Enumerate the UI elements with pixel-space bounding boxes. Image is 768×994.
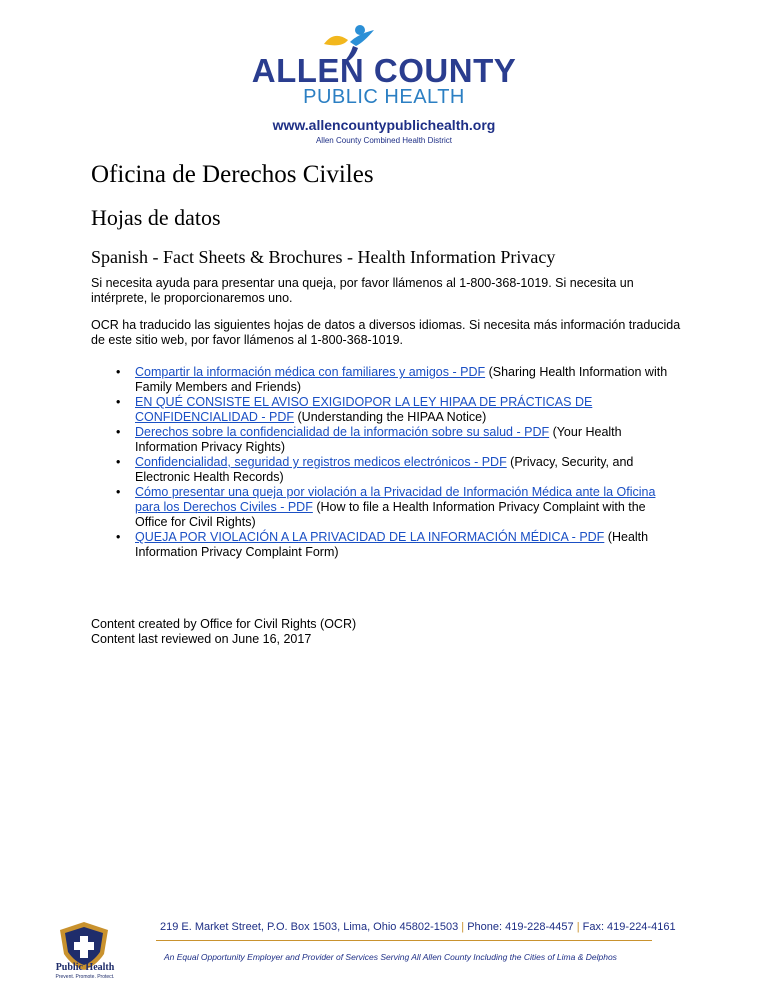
bullet-icon: • [116, 455, 121, 469]
link-description: (Health Information Privacy Complaint Form) [135, 530, 649, 559]
bullet-icon: • [116, 425, 121, 439]
intro-paragraph-2: OCR ha traducido las siguientes hojas de datos a diversos idiomas. Si necesita más información traducida de este sitio web, por favor llámenos al 1-800-368-1019. [91, 318, 681, 347]
bullet-icon: • [116, 365, 121, 379]
equal-opportunity-statement: An Equal Opportunity Employer and Provider of Services Serving All Allen County Including the Cities of Lima & Delphos [164, 952, 617, 962]
list-item [116, 485, 681, 530]
document-body [91, 160, 681, 560]
org-subtitle: PUBLIC HEALTH [303, 86, 465, 108]
section-heading: Spanish - Fact Sheets & Brochures - Health Information Privacy [91, 247, 556, 267]
fact-sheet-link-3[interactable]: Derechos sobre la confidencialidad de la información sobre su salud - PDF [135, 425, 550, 439]
footer-fax: Fax: 419-224-4161 [582, 921, 676, 933]
intro-paragraph-1: Si necesita ayuda para presentar una queja, por favor llámenos al 1-800-368-1019. Si necesita un intérprete, le proporcionaremos uno. [91, 276, 634, 305]
link-description: (How to file a Health Information Privacy Complaint with the Office for Civil Rights) [135, 500, 646, 529]
link-description: (Your Health Information Privacy Rights) [135, 425, 622, 454]
district-name: Allen County Combined Health District [315, 136, 453, 145]
document-title: Oficina de Derechos Civiles [91, 161, 374, 188]
bullet-icon: • [116, 530, 121, 544]
document-subtitle: Hojas de datos [91, 205, 221, 230]
list-item [116, 425, 681, 455]
list-item [116, 455, 681, 485]
fact-sheet-list [91, 365, 681, 560]
footer-divider [156, 940, 652, 941]
fact-sheet-link-2[interactable]: EN QUÉ CONSISTE EL AVISO EXIGIDOPOR LA LEY HIPAA DE PRÁCTICAS DE CONFIDENCIALIDAD - PDF [135, 395, 593, 424]
link-description: (Understanding the HIPAA Notice) [294, 410, 487, 424]
separator: | [461, 921, 465, 933]
public-health-logo-text: Public Health [55, 962, 115, 973]
list-item [116, 365, 681, 395]
credit-reviewed: Content last reviewed on June 16, 2017 [91, 632, 312, 646]
fact-sheet-link-5[interactable]: Cómo presentar una queja por violación a la Privacidad de Información Médica ante la Oficina para los Derechos Civiles - PDF [135, 485, 656, 514]
link-description: (Privacy, Security, and Electronic Health Records) [135, 455, 634, 484]
org-name: ALLEN COUNTY [251, 52, 517, 89]
bullet-icon: • [116, 395, 121, 409]
fact-sheet-link-1[interactable]: Compartir la información médica con familiares y amigos - PDF [135, 365, 486, 379]
footer-contact [160, 921, 676, 933]
content-credits [91, 617, 356, 647]
public-health-tagline: Prevent. Promote. Protect. [55, 974, 115, 980]
credit-created: Content created by Office for Civil Rights (OCR) [91, 617, 357, 631]
link-description: (Sharing Health Information with Family Members and Friends) [135, 365, 668, 394]
list-item [116, 395, 681, 425]
fact-sheet-link-4[interactable]: Confidencialidad, seguridad y registros medicos electrónicos - PDF [135, 455, 507, 469]
footer-phone: Phone: 419-228-4457 [467, 921, 574, 933]
list-item [116, 530, 681, 560]
bullet-icon: • [116, 485, 121, 499]
separator: | [576, 921, 580, 933]
website-link[interactable]: www.allencountypublichealth.org [272, 117, 496, 133]
fact-sheet-link-6[interactable]: QUEJA POR VIOLACIÓN A LA PRIVACIDAD DE LA INFORMACIÓN MÉDICA - PDF [135, 530, 605, 544]
footer-address: 219 E. Market Street, P.O. Box 1503, Lima, Ohio 45802-1503 [160, 921, 459, 933]
